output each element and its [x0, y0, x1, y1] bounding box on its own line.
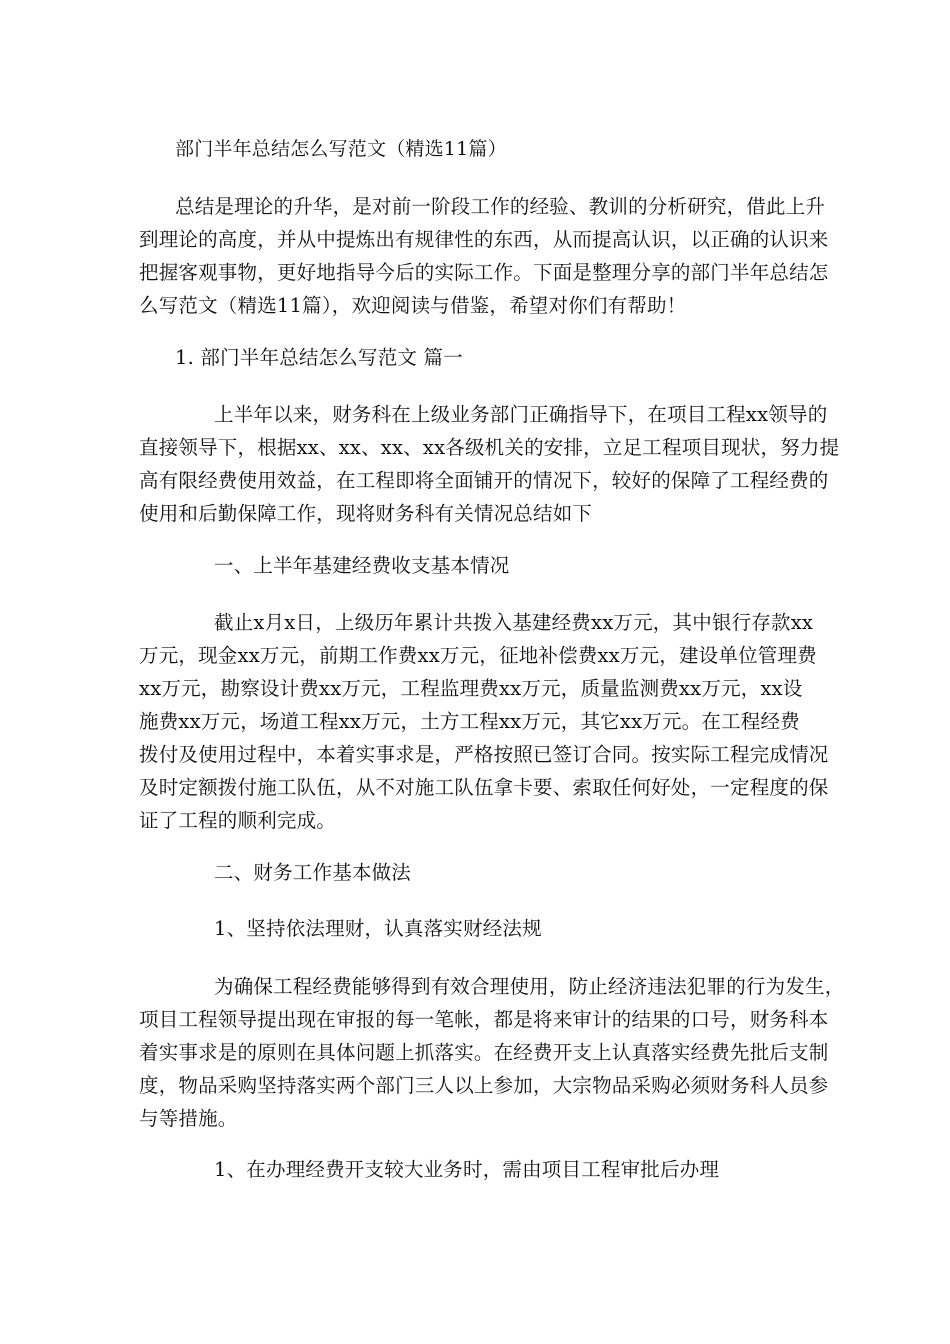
- paragraph3-line-5: 与等措施。: [139, 1107, 238, 1130]
- paragraph2-line-7: 证了工程的顺利完成。: [139, 809, 337, 832]
- intro-line-4: 么写范文（精选11篇），欢迎阅读与借鉴，希望对你们有帮助！: [139, 294, 687, 317]
- paragraph2-line-6: 及时定额拨付施工队伍，从不对施工队伍拿卡要、索取任何好处，一定程度的保: [139, 776, 829, 799]
- paragraph1-line-1: 上半年以来，财务科在上级业务部门正确指导下，在项目工程xx领导的: [214, 403, 828, 426]
- subsection2-heading: 1、在办理经费开支较大业务时，需由项目工程审批后办理: [214, 1158, 720, 1181]
- paragraph3-line-3: 着实事求是的原则在具体问题上抓落实。在经费开支上认真落实经费先批后支制: [139, 1041, 829, 1064]
- paragraph3-line-4: 度，物品采购坚持落实两个部门三人以上参加，大宗物品采购必须财务科人员参: [139, 1074, 829, 1097]
- paragraph2-line-4: 施费xx万元，场道工程xx万元，土方工程xx万元，其它xx万元。在工程经费: [139, 710, 800, 733]
- subsection1-heading: 1、坚持依法理财，认真落实财经法规: [214, 917, 542, 940]
- paragraph2-line-5: 拨付及使用过程中，本着实事求是，严格按照已签订合同。按实际工程完成情况: [139, 743, 829, 766]
- paragraph3-line-2: 项目工程领导提出现在审报的每一笔帐，都是将来审计的结果的口号，财务科本: [139, 1008, 829, 1031]
- paragraph2-line-1: 截止x月x日，上级历年累计共拨入基建经费xx万元，其中银行存款xx: [214, 611, 814, 634]
- paragraph1-line-3: 高有限经费使用效益，在工程即将全面铺开的情况下，较好的保障了工程经费的: [139, 469, 829, 492]
- paragraph1-line-4: 使用和后勤保障工作，现将财务科有关情况总结如下: [139, 502, 593, 525]
- paragraph2-line-3: xx万元，勘察设计费xx万元，工程监理费xx万元，质量监测费xx万元，xx设: [139, 677, 803, 700]
- intro-line-3: 把握客观事物，更好地指导今后的实际工作。下面是整理分享的部门半年总结怎: [139, 261, 829, 284]
- paragraph1-line-2: 直接领导下，根据xx、xx、xx、xx各级机关的安排，立足工程项目现状，努力提: [139, 436, 840, 459]
- intro-line-2: 到理论的高度，并从中提炼出有规律性的东西，从而提高认识，以正确的认识来: [139, 228, 829, 251]
- section2-heading: 二、财务工作基本做法: [214, 861, 412, 884]
- paragraph3-line-1: 为确保工程经费能够得到有效合理使用，防止经济违法犯罪的行为发生，: [214, 975, 845, 998]
- section1-heading: 一、上半年基建经费收支基本情况: [214, 554, 510, 577]
- intro-line-1: 总结是理论的升华，是对前一阶段工作的经验、教训的分析研究，借此上升: [175, 195, 826, 218]
- document-title: 部门半年总结怎么写范文（精选11篇）: [175, 138, 507, 160]
- article-heading: 1. 部门半年总结怎么写范文 篇一: [175, 346, 463, 369]
- paragraph2-line-2: 万元，现金xx万元，前期工作费xx万元，征地补偿费xx万元，建设单位管理费: [139, 644, 817, 667]
